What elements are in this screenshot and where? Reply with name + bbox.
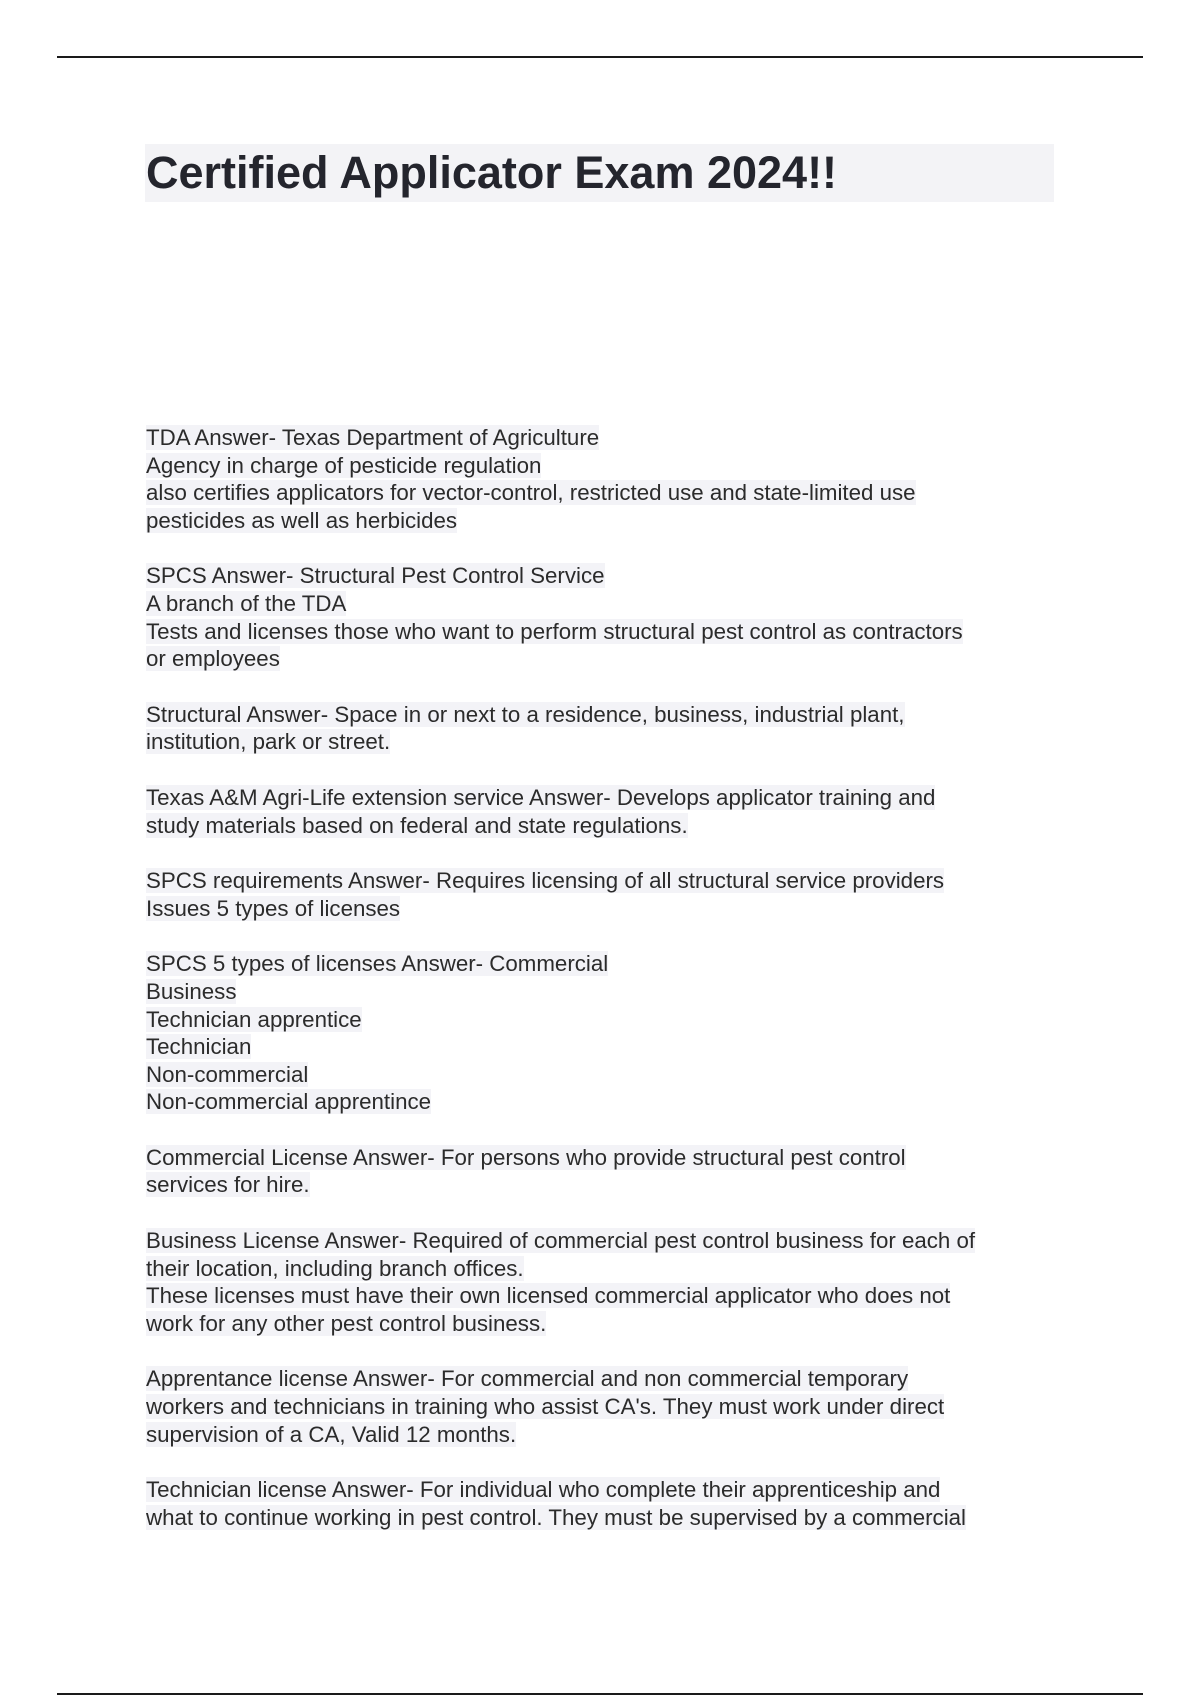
flashcard-list [146,424,1066,1559]
entry-line [146,618,1066,646]
bottom-rule [57,1693,1143,1695]
entry-line [146,1144,1066,1172]
entry-line-text: their location, including branch offices. [146,1255,524,1281]
entry-line-text: Issues 5 types of licenses [146,895,401,921]
entry-line [146,562,1066,590]
entry-line-text: or employees [146,646,280,672]
flashcard-entry [146,867,1066,922]
entry-line-text: Agency in charge of pesticide regulation [146,452,542,478]
entry-line [146,1504,1066,1532]
flashcard-entry [146,1227,1066,1337]
entry-line-text: TDA Answer- Texas Department of Agriculture [146,425,600,450]
entry-line [146,1421,1066,1449]
entry-line [146,1171,1066,1199]
flashcard-entry [146,1365,1066,1448]
entry-line-text: Tests and licenses those who want to perform structural pest control as contractors [146,618,963,644]
entry-line-text: pesticides as well as herbicides [146,507,458,533]
entry-line [146,950,1066,978]
flashcard-entry [146,1144,1066,1199]
entry-line [146,978,1066,1006]
entry-line-text: Apprentance license Answer- For commercial and non commercial temporary [146,1366,909,1392]
entry-line-text: Commercial License Answer- For persons who provide structural pest control [146,1144,906,1170]
entry-line [146,1476,1066,1504]
flashcard-entry [146,701,1066,756]
entry-line-text: Technician [146,1034,252,1060]
entry-line-text: workers and technicians in training who assist CA's. They must work under direct [146,1394,945,1420]
entry-line-text: what to continue working in pest control. They must be supervised by a commercial [146,1504,967,1530]
entry-line-text: supervision of a CA, Valid 12 months. [146,1421,517,1447]
entry-line [146,1255,1066,1283]
entry-line [146,812,1066,840]
flashcard-entry [146,1476,1066,1531]
entry-line [146,590,1066,618]
entry-line-text: work for any other pest control business. [146,1310,547,1336]
entry-line [146,1310,1066,1338]
entry-line-text: Non-commercial apprentince [146,1089,432,1115]
entry-line-text: Business License Answer- Required of commercial pest control business for each of [146,1228,976,1254]
entry-line [146,1033,1066,1061]
entry-line-text: institution, park or street. [146,729,391,755]
entry-line [146,1365,1066,1393]
entry-line [146,1061,1066,1089]
entry-line-text: Non-commercial [146,1061,309,1087]
entry-line-text: Structural Answer- Space in or next to a residence, business, industrial plant, [146,701,905,727]
entry-line [146,1282,1066,1310]
entry-line-text: Technician apprentice [146,1006,362,1032]
entry-line [146,701,1066,729]
flashcard-entry [146,784,1066,839]
entry-line [146,1227,1066,1255]
entry-line-text: A branch of the TDA [146,590,347,616]
entry-line [146,424,1066,452]
flashcard-entry [146,950,1066,1116]
entry-line [146,1088,1066,1116]
entry-line-text: Technician license Answer- For individual who complete their apprenticeship and [146,1477,941,1503]
entry-line-text: Texas A&M Agri-Life extension service Answer- Develops applicator training and [146,784,936,810]
flashcard-entry [146,424,1066,534]
entry-line-text: SPCS Answer- Structural Pest Control Service [146,563,605,589]
entry-line [146,784,1066,812]
entry-line [146,645,1066,673]
entry-line [146,895,1066,923]
entry-line [146,452,1066,480]
entry-line-text: Business [146,978,237,1004]
entry-line-text: SPCS requirements Answer- Requires licensing of all structural service providers [146,868,945,894]
entry-line [146,479,1066,507]
entry-line-text: study materials based on federal and state regulations. [146,812,688,838]
entry-line [146,507,1066,535]
entry-line [146,1006,1066,1034]
entry-line-text: services for hire. [146,1172,310,1198]
entry-line [146,867,1066,895]
entry-line-text: SPCS 5 types of licenses Answer- Commercial [146,951,609,977]
entry-line-text: also certifies applicators for vector-control, restricted use and state-limited use [146,480,916,506]
flashcard-entry [146,562,1066,672]
entry-line-text: These licenses must have their own licensed commercial applicator who does not [146,1283,951,1309]
document-title: Certified Applicator Exam 2024!! [146,147,838,198]
entry-line [146,1393,1066,1421]
entry-line [146,728,1066,756]
top-rule [57,56,1143,58]
